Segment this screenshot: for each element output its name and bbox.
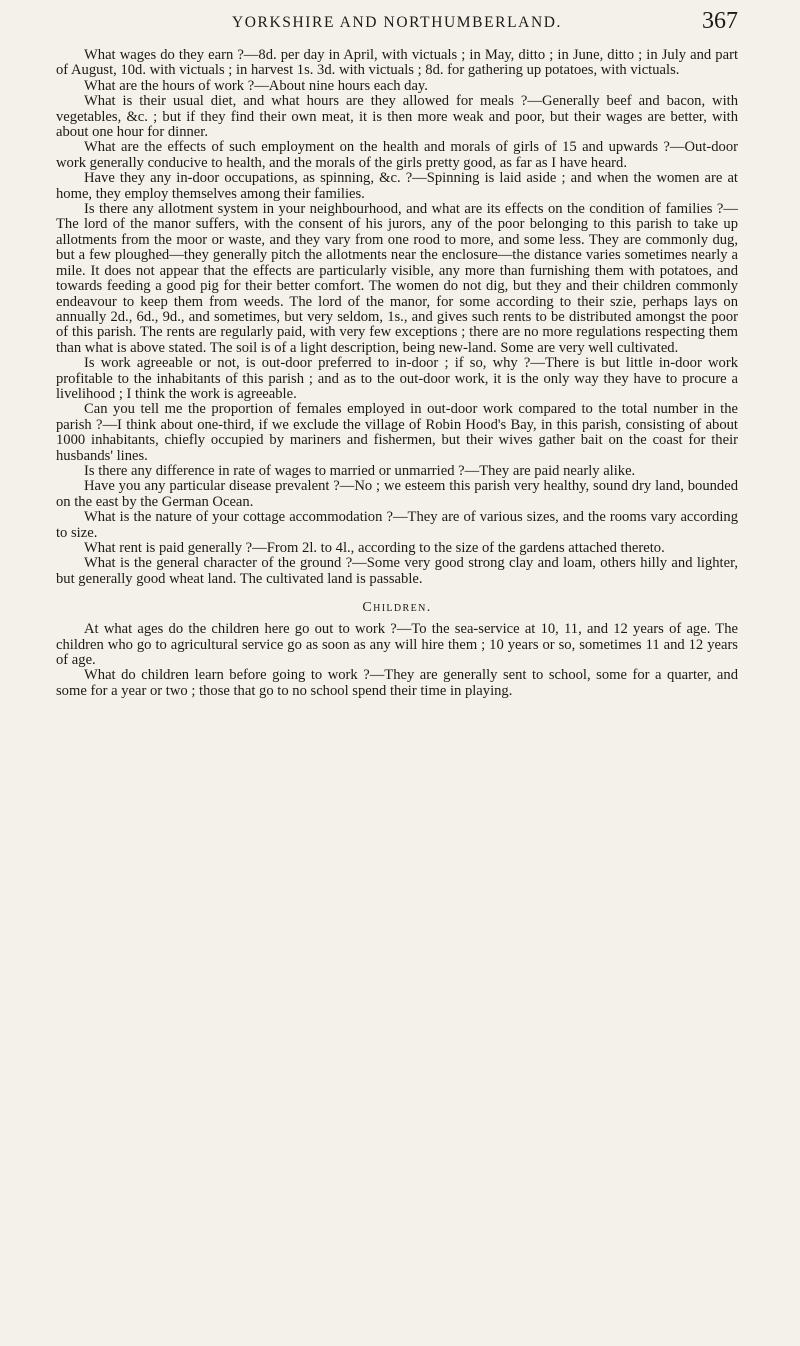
running-title: YORKSHIRE AND NORTHUMBERLAND. <box>231 14 563 31</box>
body-text <box>56 48 738 699</box>
paragraph-health-morals: What are the effects of such employment on the health and morals of girls of 15 and upwards ?—Out-door work generally conducive to health, and the morals of the girls pretty good, as far as I have heard. <box>56 139 738 171</box>
paragraph-children-ages: At what ages do the children here go out to work ?—To the sea-service at 10, 11, and 12 years of age. The children who go to agricultural service go as soon as any will hire them ; 10 years or so, sometimes 11 and 12 years of age. <box>56 621 738 669</box>
page-number: 367 <box>702 8 738 34</box>
paragraph-female-proportion: Can you tell me the proportion of females employed in out-door work compared to the total number in the parish ?—I think about one-third, if we exclude the village of Robin Hood's Bay, in this parish, consisting of about 1000 inhabitants, chiefly occupied by mariners and fishermen, but their wives gather bait on the coast for their husbands' lines. <box>56 401 738 464</box>
paragraph-work-agreeable: Is work agreeable or not, is out-door preferred to in-door ; if so, why ?—There is but little in-door work profitable to the inhabitants of this parish ; and as to the out-door work, it is the only way they have to procure a livelihood ; I think the work is agreeable. <box>56 355 738 402</box>
paragraph-disease: Have you any particular disease prevalent ?—No ; we esteem this parish very healthy, sound dry land, bounded on the east by the German Ocean. <box>56 478 738 510</box>
paragraph-ground: What is the general character of the ground ?—Some very good strong clay and loam, others hilly and lighter, but generally good wheat land. The cultivated land is passable. <box>56 555 738 587</box>
paragraph-diet: What is their usual diet, and what hours are they allowed for meals ?—Generally beef and bacon, with vegetables, &c. ; but if they find their own meat, it is then more weak and poor, but their wages are better, with about one hour for dinner. <box>56 93 738 141</box>
paragraph-cottage: What is the nature of your cottage accommodation ?—They are of various sizes, and the rooms vary according to size. <box>56 509 738 541</box>
paragraph-wage-difference: Is there any difference in rate of wages to married or unmarried ?—They are paid nearly alike. <box>84 462 636 479</box>
paragraph-allotment-system: Is there any allotment system in your neighbourhood, and what are its effects on the condition of families ?—The lord of the manor suffers, with the consent of his jurors, any of the poor belonging to this parish to take up allotments from the moor or waste, and they vary from one rood to more, and some less. They are commonly dug, but a few ploughed—they generally pitch the allotments near the enclosure—the distance varies sometimes nearly a mile. It does not appear that the effects are particularly visible, any more than furnishing them with potatoes, and towards feeding a good pig for their better comfort. The women do not dig, but they and their children commonly endeavour to keep them from weeds. The lord of the manor, for some according to their szie, perhaps lays on annually 2d., 6d., 9d., and sometimes, but very seldom, 1s., and gives such rents to be distributed amongst the poor of this parish. The rents are regularly paid, with very few exceptions ; there are no more regulations respecting them than what is above stated. The soil is of a light description, being new-land. Some are very well cultivated. <box>56 201 738 356</box>
paragraph-indoor-occupations: Have they any in-door occupations, as spinning, &c. ?—Spinning is laid aside ; and when the women are at home, they employ themselves among their families. <box>56 170 738 202</box>
paragraph-children-learning: What do children learn before going to work ?—They are generally sent to school, some for a quarter, and some for a year or two ; those that go to no school spend their time in playing. <box>56 667 738 699</box>
paragraph-rent: What rent is paid generally ?—From 2l. to 4l., according to the size of the gardens attached thereto. <box>84 540 665 556</box>
paragraph-wages: What wages do they earn ?—8d. per day in April, with victuals ; in May, ditto ; in June, ditto ; in July and part of August, 10d. with victuals ; in harvest 1s. 3d. with victuals ; 8d. for gathering up potatoes, with victuals. <box>56 47 738 79</box>
paragraph-hours: What are the hours of work ?—About nine hours each day. <box>84 77 428 94</box>
running-head <box>56 8 738 42</box>
section-heading-children: Children. <box>362 600 432 616</box>
